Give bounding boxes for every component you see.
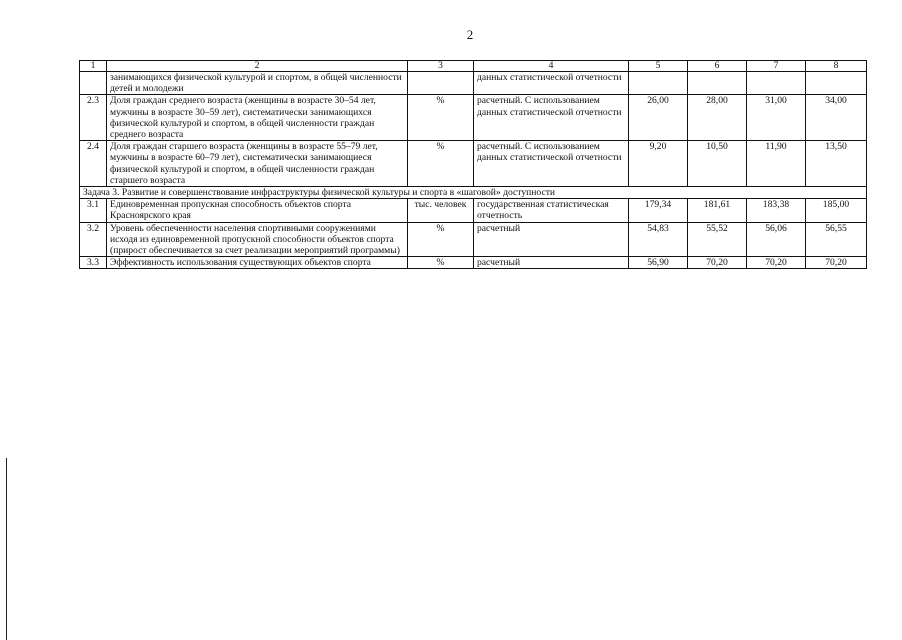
- value-cell: 31,00: [747, 95, 806, 141]
- value-cell: [688, 72, 747, 95]
- task-3-heading: Задача 3. Развитие и совершенствование инфраструктуры физической культуры и спорта в «шаговой» доступности: [80, 187, 867, 199]
- source-cell: данных статистической отчетности: [474, 72, 629, 95]
- value-cell: 70,20: [688, 257, 747, 269]
- row-number: 2.3: [80, 95, 107, 141]
- row-number: [80, 72, 107, 95]
- source-cell: расчетный. С использованием данных статистической отчетности: [474, 95, 629, 141]
- value-cell: 55,52: [688, 222, 747, 257]
- header-cell: 3: [408, 61, 474, 72]
- header-cell: 2: [107, 61, 408, 72]
- source-cell: расчетный. С использованием данных статистической отчетности: [474, 141, 629, 187]
- unit-cell: тыс. человек: [408, 199, 474, 222]
- table-row: [80, 222, 867, 257]
- value-cell: 183,38: [747, 199, 806, 222]
- value-cell: 9,20: [629, 141, 688, 187]
- source-cell: государственная статистическая отчетность: [474, 199, 629, 222]
- table-row: [80, 95, 867, 141]
- indicator-name: Единовременная пропускная способность объектов спорта Красноярского края: [107, 199, 408, 222]
- header-cell: 5: [629, 61, 688, 72]
- value-cell: 181,61: [688, 199, 747, 222]
- value-cell: 34,00: [806, 95, 867, 141]
- indicator-name: Доля граждан старшего возраста (женщины в возрасте 55–79 лет, мужчины в возрасте 60–79 лет), систематически занимающиеся физической культурой и спортом, в общей численности граждан старшего возраста: [107, 141, 408, 187]
- value-cell: 11,90: [747, 141, 806, 187]
- table-header-row: [80, 61, 867, 72]
- value-cell: 54,83: [629, 222, 688, 257]
- table-row: [80, 199, 867, 222]
- row-number: 3.1: [80, 199, 107, 222]
- value-cell: 28,00: [688, 95, 747, 141]
- header-cell: 1: [80, 61, 107, 72]
- value-cell: 185,00: [806, 199, 867, 222]
- value-cell: 179,34: [629, 199, 688, 222]
- value-cell: 13,50: [806, 141, 867, 187]
- row-number: 3.2: [80, 222, 107, 257]
- value-cell: 26,00: [629, 95, 688, 141]
- unit-cell: %: [408, 257, 474, 269]
- value-cell: 70,20: [747, 257, 806, 269]
- unit-cell: %: [408, 222, 474, 257]
- unit-cell: [408, 72, 474, 95]
- header-cell: 4: [474, 61, 629, 72]
- header-cell: 6: [688, 61, 747, 72]
- value-cell: 56,55: [806, 222, 867, 257]
- unit-cell: %: [408, 95, 474, 141]
- unit-cell: %: [408, 141, 474, 187]
- row-number: 2.4: [80, 141, 107, 187]
- value-cell: [747, 72, 806, 95]
- table-row: [80, 72, 867, 95]
- indicator-name: занимающихся физической культурой и спортом, в общей численности детей и молодежи: [107, 72, 408, 95]
- value-cell: 70,20: [806, 257, 867, 269]
- value-cell: [806, 72, 867, 95]
- value-cell: 56,06: [747, 222, 806, 257]
- header-cell: 7: [747, 61, 806, 72]
- indicators-table: [79, 60, 867, 269]
- table-row: [80, 141, 867, 187]
- table-row: [80, 257, 867, 269]
- task-heading-row: [80, 187, 867, 199]
- header-cell: 8: [806, 61, 867, 72]
- value-cell: [629, 72, 688, 95]
- indicator-name: Уровень обеспеченности населения спортивными сооружениями исходя из единовременной пропускной способности объектов спорта (прирост обеспечивается за счет реализации мероприятий программы): [107, 222, 408, 257]
- source-cell: расчетный: [474, 257, 629, 269]
- row-number: 3.3: [80, 257, 107, 269]
- value-cell: 10,50: [688, 141, 747, 187]
- source-cell: расчетный: [474, 222, 629, 257]
- indicator-name: Эффективность использования существующих объектов спорта: [107, 257, 408, 269]
- value-cell: 56,90: [629, 257, 688, 269]
- indicator-name: Доля граждан среднего возраста (женщины в возрасте 30–54 лет, мужчины в возрасте 30–59 лет), систематически занимающихся физической культурой и спортом, в общей численности граждан среднего возраста: [107, 95, 408, 141]
- scan-edge-line: [6, 458, 7, 640]
- page-number: 2: [466, 27, 474, 42]
